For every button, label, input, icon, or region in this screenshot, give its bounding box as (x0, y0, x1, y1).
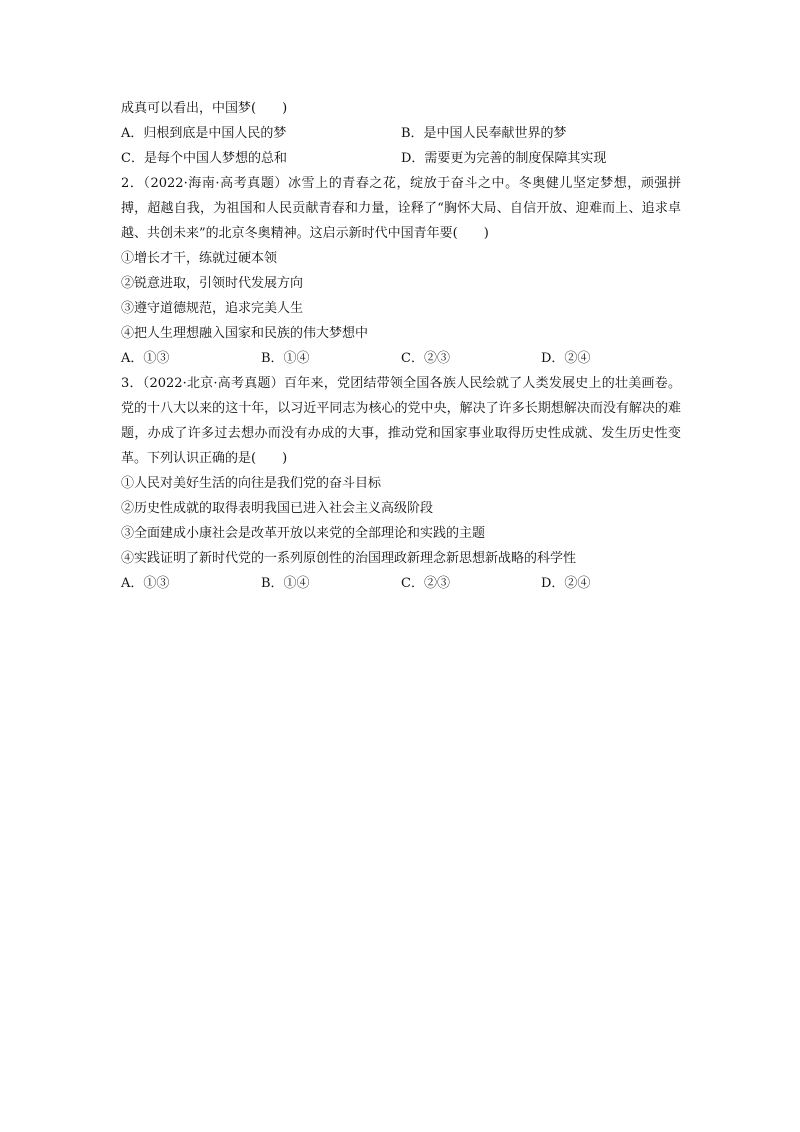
q3-option-d: D．②④ (541, 576, 591, 591)
q1-options-row-2 (121, 146, 681, 171)
q2-item-4: ④把人生理想融入国家和民族的伟大梦想中 (121, 326, 369, 341)
q3-item-2: ②历史性成就的取得表明我国已进入社会主义高级阶段 (121, 501, 434, 516)
q3-option-a: A．①③ (121, 576, 170, 591)
q3-stem: 3．（2022·北京·高考真题）百年来，党团结带领全国各族人民绘就了人类发展史上的壮美画卷。党的十八大以来的这十年，以习近平同志为核心的党中央，解决了许多长期想解决而没有解决的难题，办成了许多过去想办而没有办成的大事，推动党和国家事业取得历史性成就、发生历史性变革。下列认识正确的是( ) (121, 376, 681, 466)
q2-options (121, 346, 681, 371)
q3-option-c: C．②③ (401, 576, 450, 591)
q1-options-row-1 (121, 121, 681, 146)
q2-item-3: ③遵守道德规范，追求完美人生 (121, 301, 304, 316)
q2-option-c: C．②③ (401, 351, 450, 366)
q1-option-b: B．是中国人民奉献世界的梦 (401, 126, 567, 141)
q2-stem: 2．（2022·海南·高考真题）冰雪上的青春之花，绽放于奋斗之中。冬奥健儿坚定梦想，顽强拼搏，超越自我，为祖国和人民贡献青春和力量，诠释了“胸怀大局、自信开放、迎难而上、追求卓越、共创未来”的北京冬奥精神。这启示新时代中国青年要( ) (121, 176, 681, 241)
q2-option-a: A．①③ (121, 351, 170, 366)
q1-stem-tail: 成真可以看出，中国梦( ) (121, 101, 288, 116)
q3-item-4: ④实践证明了新时代党的一系列原创性的治国理政新理念新思想新战略的科学性 (121, 551, 577, 566)
q2-option-d: D．②④ (541, 351, 591, 366)
q2-item-1: ①增长才干，练就过硬本领 (121, 251, 278, 266)
q3-option-b: B．①④ (261, 576, 310, 591)
q1-option-d: D．需要更为完善的制度保障其实现 (401, 151, 607, 166)
q3-options (121, 571, 681, 596)
q2-item-2: ②锐意进取，引领时代发展方向 (121, 276, 304, 291)
q2-option-b: B．①④ (261, 351, 310, 366)
q3-item-3: ③全面建成小康社会是改革开放以来党的全部理论和实践的主题 (121, 526, 486, 541)
q1-option-a: A．归根到底是中国人民的梦 (121, 126, 287, 141)
q1-option-c: C．是每个中国人梦想的总和 (121, 151, 287, 166)
question-content (121, 96, 681, 596)
q3-item-1: ①人民对美好生活的向往是我们党的奋斗目标 (121, 476, 382, 491)
